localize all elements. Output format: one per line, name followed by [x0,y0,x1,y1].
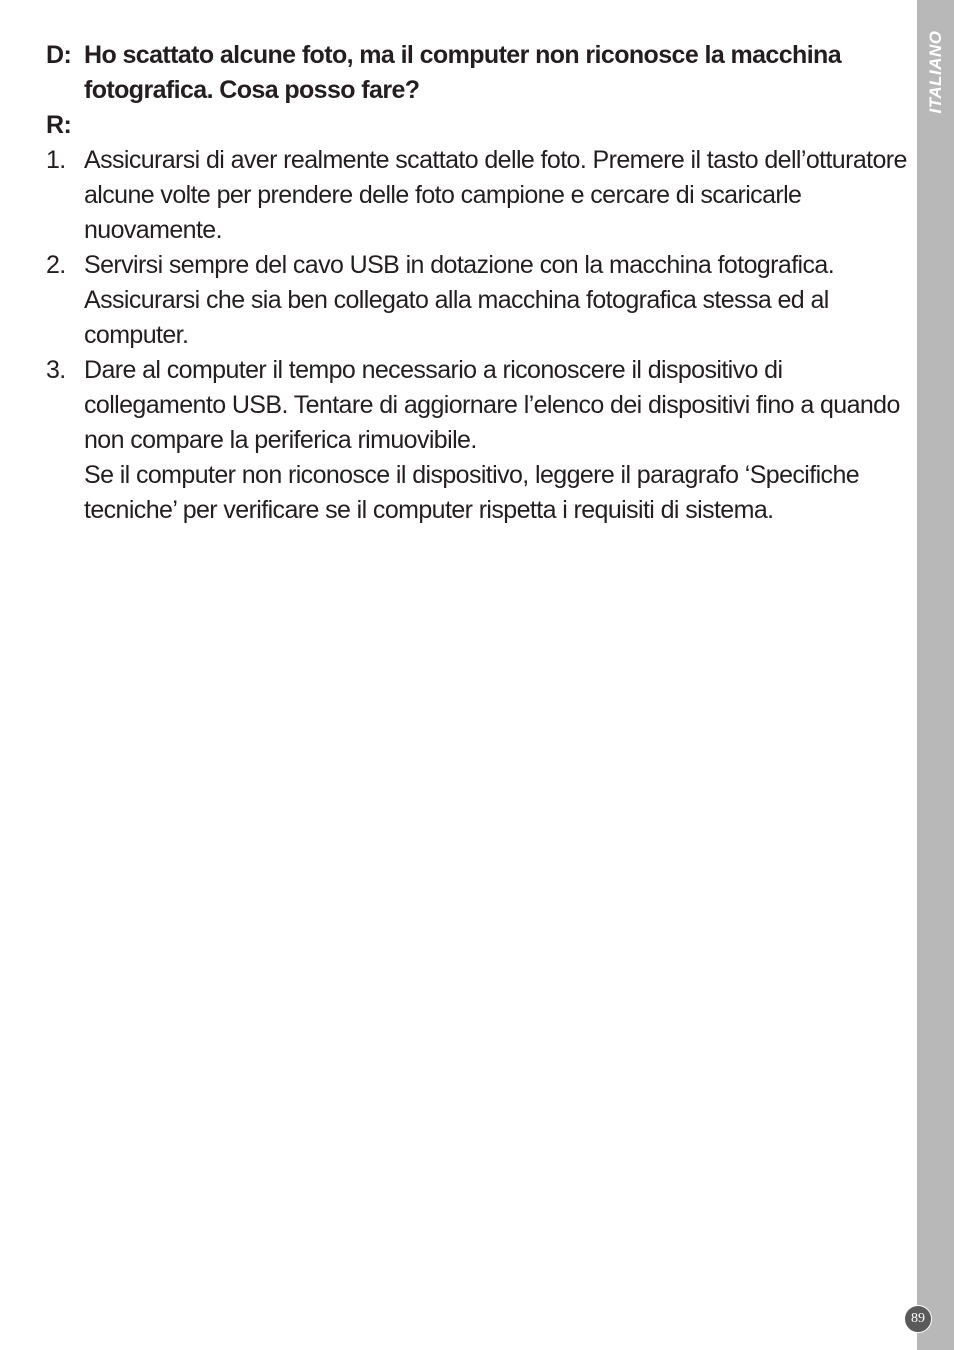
list-item-text: Assicurarsi di aver realmente scattato delle foto. Premere il tasto dell’otturatore alcune volte per prendere delle foto campione e cercare di scaricarle nuovamente. [84,146,907,244]
question [46,38,912,108]
list-item [46,353,912,528]
language-label: ITALIANO [925,30,945,114]
answer [46,108,912,143]
list-item [46,248,912,353]
list-item-number: 2. [46,251,66,279]
list-item-text: Se il computer non riconosce il dispositivo, leggere il paragrafo ‘Specifiche tecniche’ per verificare se il computer rispetta i requisiti di sistema. [84,461,860,524]
list-item-text: Dare al computer il tempo necessario a riconoscere il dispositivo di collegamento USB. Tentare di aggiornare l’elenco dei dispositivi fino a quando non compare la periferica rimuovibile. [84,356,900,454]
question-label: D: [46,41,72,69]
list-item-number: 1. [46,146,66,174]
question-text: Ho scattato alcune foto, ma il computer non riconosce la macchina fotografica. Cosa posso fare? [84,41,842,104]
page-number: 89 [904,1305,932,1333]
list-item-text: Servirsi sempre del cavo USB in dotazione con la macchina fotografica. Assicurarsi che sia ben collegato alla macchina fotografica stessa ed al computer. [84,251,835,349]
answer-label: R: [46,111,72,139]
list-item [46,143,912,248]
list-item-number: 3. [46,356,66,384]
page-content [46,38,912,528]
language-sidebar [917,0,954,1350]
